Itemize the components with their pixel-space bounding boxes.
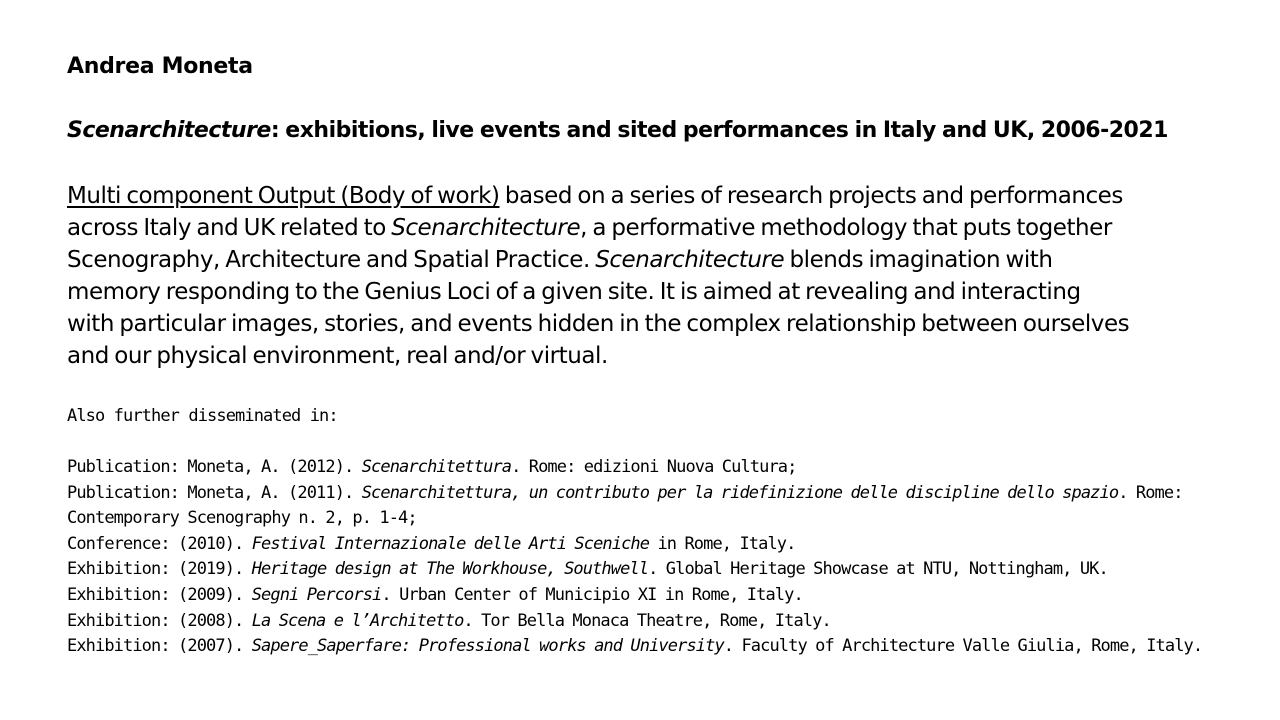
ref-text: Exhibition: (2008).: [67, 610, 252, 631]
output-type-underlined: Multi component Output (Body of work): [67, 183, 500, 209]
abstract-line-2: [67, 212, 1247, 244]
dissemination-label: Also further disseminated in:: [67, 406, 338, 426]
abstract-line-5: with particular images, stories, and events hidden in the complex relationship between ourselves: [67, 311, 1130, 337]
ref-italic: Sapere_Saperfare: Professional works and University: [251, 636, 724, 657]
ref-italic: Heritage design at The Workhouse, Southwell: [251, 559, 649, 580]
reference-item: [67, 609, 1202, 635]
title-italic: Scenarchitecture: [67, 118, 271, 143]
reference-item: [67, 481, 1202, 507]
reference-item: [67, 532, 1202, 558]
abstract-italic: Scenarchitecture: [595, 247, 785, 273]
ref-text: Exhibition: (2009).: [67, 584, 252, 605]
ref-italic: La Scena e l’Architetto: [251, 610, 464, 631]
ref-italic: Festival Internazionale delle Arti Sceniche: [251, 533, 650, 554]
ref-text: . Urban Center of Municipio XI in Rome, Italy.: [381, 584, 803, 605]
reference-item: [67, 634, 1202, 660]
ref-text: . Rome:: [1118, 482, 1183, 503]
ref-text: Contemporary Scenography n. 2, p. 1-4;: [67, 508, 417, 529]
abstract-italic: Scenarchitecture: [391, 215, 581, 241]
reference-list: [67, 455, 1202, 660]
ref-text: . Tor Bella Monaca Theatre, Rome, Italy.: [463, 610, 831, 631]
reference-item: [67, 506, 1202, 532]
reference-item: [67, 557, 1202, 583]
abstract-text: blends imagination with: [784, 247, 1053, 273]
abstract-line-4: memory responding to the Genius Loci of a given site. It is aimed at revealing and interacting: [67, 279, 1081, 305]
ref-text: . Global Heritage Showcase at NTU, Nottingham, UK.: [648, 559, 1108, 580]
ref-text: Conference: (2010).: [67, 533, 252, 554]
reference-item: [67, 583, 1202, 609]
title-rest: : exhibitions, live events and sited performances in Italy and UK, 2006-2021: [270, 118, 1168, 143]
ref-text: in Rome, Italy.: [649, 533, 796, 554]
ref-text: Exhibition: (2007).: [67, 636, 252, 657]
ref-text: . Rome: edizioni Nuova Cultura;: [511, 457, 797, 477]
abstract-text: , a performative methodology that puts together: [580, 215, 1112, 241]
reference-item: [67, 455, 1202, 481]
ref-italic: Segni Percorsi: [251, 584, 382, 605]
abstract-line-3: [67, 244, 1247, 276]
abstract-text: Scenography, Architecture and Spatial Practice.: [67, 247, 596, 273]
ref-text: Publication: Moneta, A. (2012).: [67, 457, 362, 477]
ref-text: . Faculty of Architecture Valle Giulia, Rome, Italy.: [723, 636, 1203, 657]
page-title: [67, 118, 1168, 143]
ref-italic: Scenarchitettura: [361, 457, 512, 477]
ref-text: Exhibition: (2019).: [67, 559, 252, 580]
ref-text: Publication: Moneta, A. (2011).: [67, 482, 362, 503]
abstract-line-6: and our physical environment, real and/or virtual.: [67, 343, 608, 369]
abstract-line-1: [67, 180, 1247, 212]
abstract: [67, 180, 1247, 372]
ref-italic: Scenarchitettura, un contributo per la ridefinizione delle discipline dello spazio: [361, 482, 1119, 503]
abstract-text: across Italy and UK related to: [67, 215, 392, 241]
abstract-text: based on a series of research projects and performances: [499, 183, 1123, 209]
author-name: Andrea Moneta: [67, 54, 253, 79]
